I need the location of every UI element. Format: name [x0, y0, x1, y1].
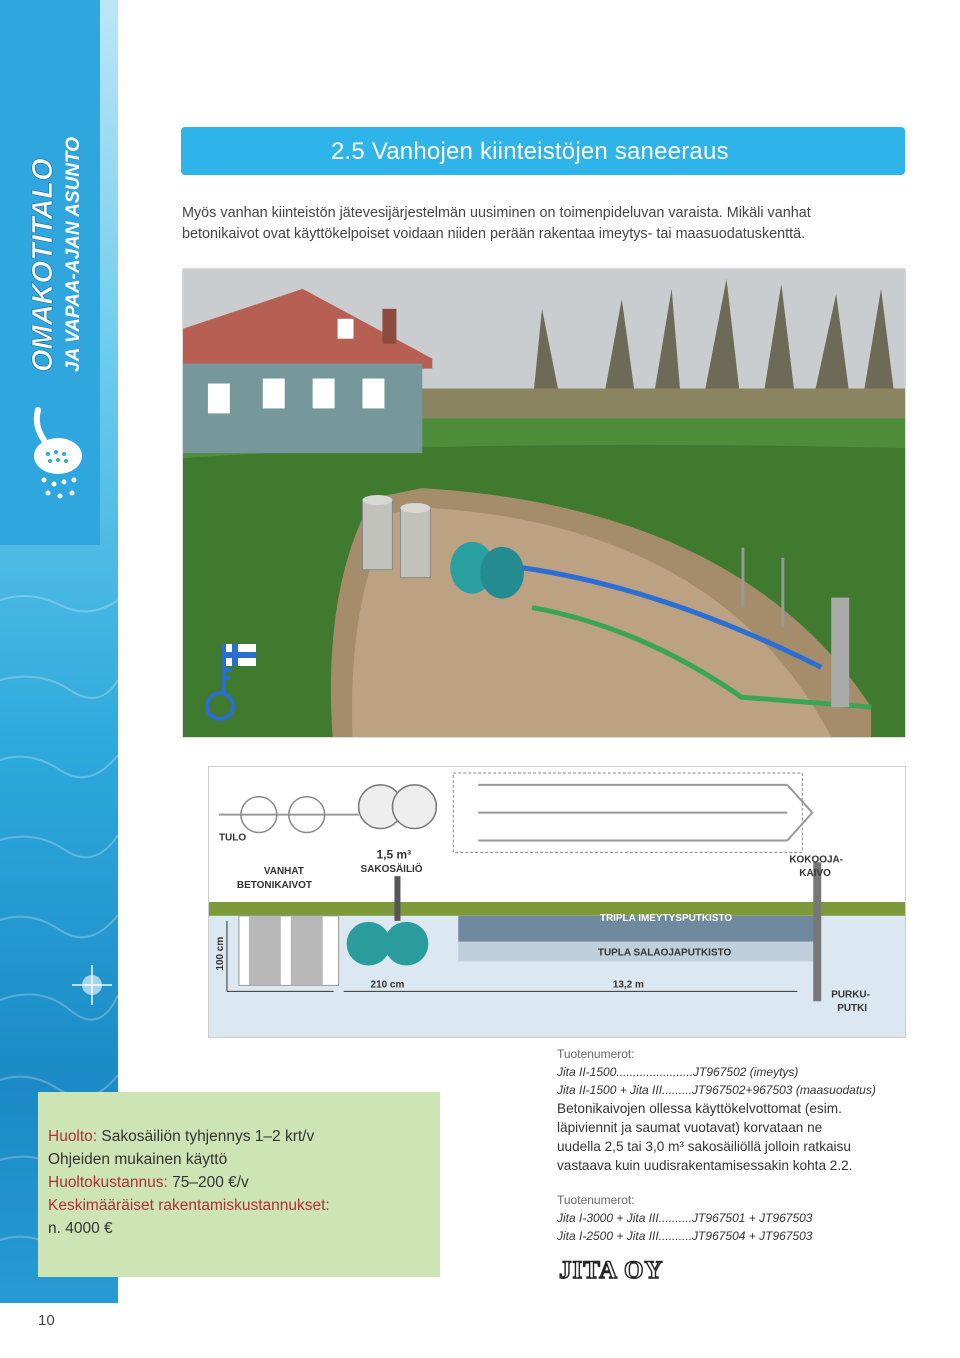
kustannus-label: Huoltokustannus: [48, 1174, 168, 1191]
diagram-label-size: 1,5 m³ [376, 847, 412, 862]
paragraph-line: Betonikaivojen ollessa käyttökelvottomat (esim. [557, 1101, 842, 1116]
diagram-label-kaivo: KAIVO [799, 868, 831, 880]
brand-title [0, 0, 100, 420]
brand-line2: JA VAPAA-AJAN ASUNTO [63, 136, 84, 372]
keskimaaraiset-label: Keskimääräiset rakentamiskustannukset: [48, 1197, 330, 1214]
huolto-text: Sakosäiliön tyhjennys 1–2 krt/v [97, 1128, 315, 1145]
intro-line: Myös vanhan kiinteistön jätevesijärjestelmän uusiminen on toimenpideluvan varaista. Mikäli vanhat [182, 205, 811, 221]
huolto-label: Huolto: [48, 1128, 98, 1145]
code-line: Jita II-1500 + Jita III.........JT967502+967503 (maasuodatus) [557, 1083, 876, 1097]
diagram-label-imeytys: TRIPLA IMEYTYSPUTKISTO [599, 912, 733, 924]
diagram-label-kokooja: KOKOOJA- [789, 854, 844, 866]
intro-paragraph [182, 203, 902, 245]
replacement-paragraph [557, 1099, 917, 1175]
hinta-text: n. 4000 € [48, 1220, 113, 1237]
diagram-label-purku: PURKU- [831, 989, 870, 1001]
paragraph-line: läpiviennit ja saumat vuotavat) korvataan ne [557, 1120, 823, 1135]
diagram-label-sakosailio: SAKOSÄILIÖ [360, 864, 423, 876]
brand-line1: OMAKOTITALO [27, 158, 59, 372]
diagram-label-betonikaivot: BETONIKAIVOT [236, 880, 312, 892]
diagram-label-width: 210 cm [370, 979, 405, 991]
page-number-area [0, 1303, 118, 1358]
kustannus-text: 75–200 €/v [167, 1174, 249, 1191]
product-codes-top [557, 1045, 876, 1099]
product-codes-bottom [557, 1191, 812, 1245]
diagram-label-vanhat: VANHAT [263, 866, 304, 878]
paragraph-line: vastaava kuin uudisrakentamisessakin kohta 2.2. [557, 1158, 853, 1173]
maintenance-text [48, 1125, 330, 1240]
company-logo-text: JITA OY [559, 1257, 664, 1284]
diagram-label-tulo: TULO [218, 832, 247, 844]
codes-label: Tuotenumerot: [557, 1193, 635, 1207]
diagram-label-depth: 100 cm [214, 936, 226, 971]
code-line: Jita I-3000 + Jita III..........JT967501 + JT967503 [557, 1211, 813, 1225]
page-number: 10 [38, 1312, 55, 1329]
system-diagram [208, 766, 906, 1038]
code-line: Jita II-1500.......................JT967502 (imeytys) [557, 1065, 799, 1079]
company-logo [557, 1253, 697, 1285]
intro-line: betonikaivot ovat käyttökelpoiset voidaan niiden perään rakentaa imeytys- tai maasuodatuskenttä. [182, 226, 806, 242]
diagram-label-putki: PUTKI [837, 1003, 868, 1015]
shower-head-icon [20, 400, 92, 510]
ohjeiden-text: Ohjeiden mukainen käyttö [48, 1151, 228, 1168]
finnish-flag-key-icon [202, 642, 262, 722]
page-title: 2.5 Vanhojen kiinteistöjen saneeraus [331, 138, 729, 165]
site-photo [182, 268, 906, 738]
paragraph-line: uudella 2,5 tai 3,0 m³ sakosäiliöllä jolloin ratkaisu [557, 1139, 851, 1154]
diagram-label-length: 13,2 m [612, 979, 644, 991]
diagram-label-salaoja: TUPLA SALAOJAPUTKISTO [597, 947, 732, 959]
code-line: Jita I-2500 + Jita III..........JT967504 + JT967503 [557, 1229, 813, 1243]
codes-label: Tuotenumerot: [557, 1047, 635, 1061]
